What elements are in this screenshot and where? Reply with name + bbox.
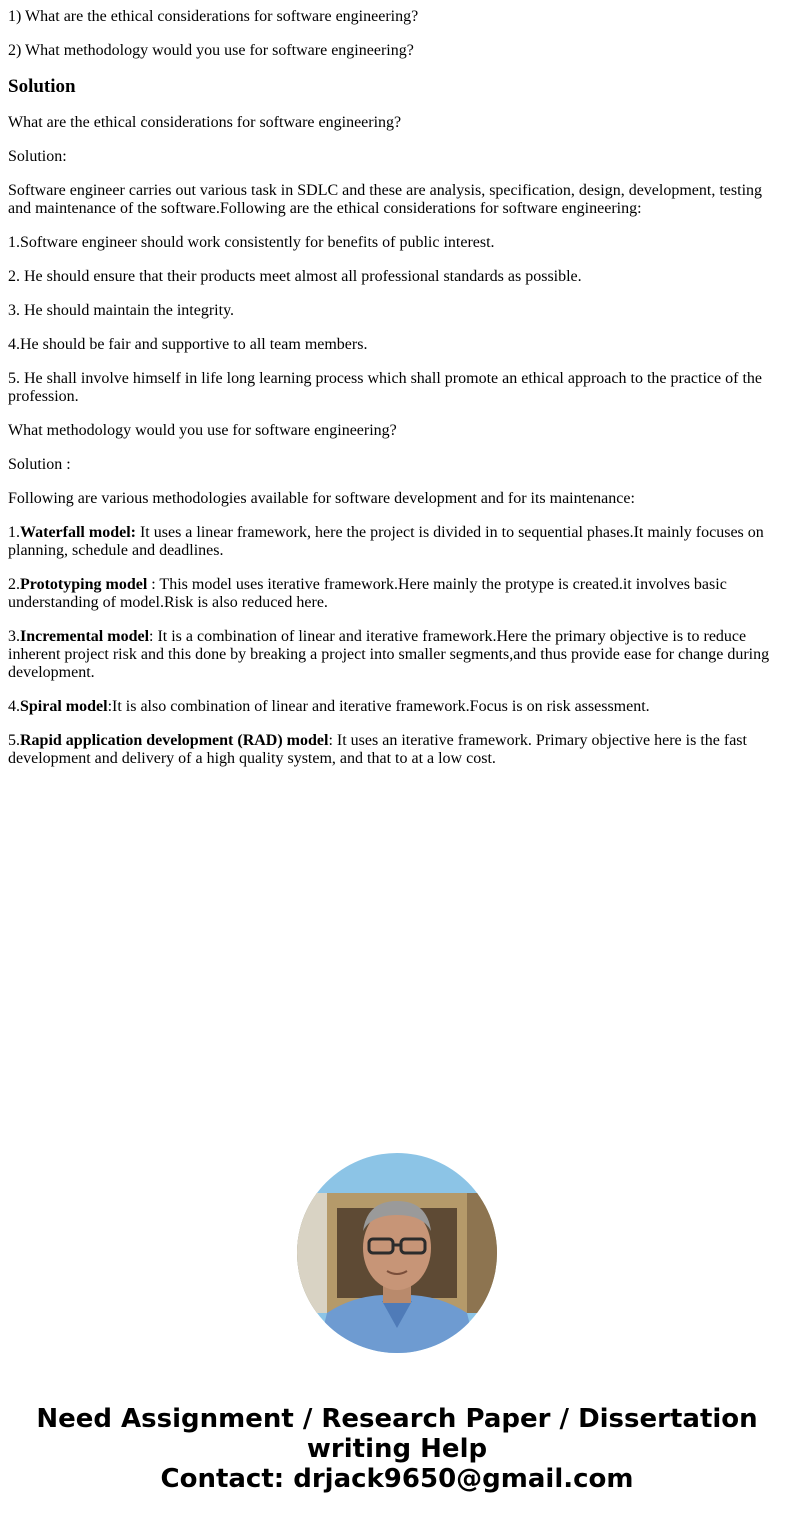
model-item-prototyping bbox=[8, 576, 786, 612]
question-2: 2) What methodology would you use for software engineering? bbox=[8, 42, 414, 59]
promo-footer bbox=[0, 1404, 794, 1494]
model-number: 3. bbox=[8, 628, 20, 645]
model-item-waterfall bbox=[8, 524, 786, 560]
model-name: Prototyping model bbox=[20, 576, 148, 593]
footer-line-1: Need Assignment / Research Paper / Dissertation bbox=[36, 1404, 758, 1434]
model-number: 2. bbox=[8, 576, 20, 593]
ethics-point-2: 2. He should ensure that their products meet almost all professional standards as possible. bbox=[8, 268, 582, 285]
model-description: : This model uses iterative framework.Here mainly the protype is created.it involves basic understanding of model.Risk is also reduced here. bbox=[8, 576, 727, 611]
model-item-spiral bbox=[8, 698, 786, 716]
part1-solution-label: Solution: bbox=[8, 148, 67, 165]
model-name: Incremental model bbox=[20, 628, 150, 645]
model-name: Rapid application development (RAD) model bbox=[20, 732, 329, 749]
footer-line-2: writing Help bbox=[306, 1434, 488, 1464]
ethics-point-1: 1.Software engineer should work consistently for benefits of public interest. bbox=[8, 234, 495, 251]
part1-intro: Software engineer carries out various task in SDLC and these are analysis, specification, design, development, testing and maintenance of the software.Following are the ethical considerations for software engineering: bbox=[8, 182, 763, 217]
model-number: 4. bbox=[8, 698, 20, 715]
model-number: 1. bbox=[8, 524, 20, 541]
person-portrait-icon bbox=[297, 1153, 497, 1353]
part1-question: What are the ethical considerations for software engineering? bbox=[8, 114, 402, 131]
ethics-point-5: 5. He shall involve himself in life long learning process which shall promote an ethical approach to the practice of the profession. bbox=[8, 370, 762, 405]
model-number: 5. bbox=[8, 732, 20, 749]
part2-intro: Following are various methodologies available for software development and for its maintenance: bbox=[8, 490, 635, 507]
model-description: It uses a linear framework, here the project is divided in to sequential phases.It mainly focuses on planning, schedule and deadlines. bbox=[8, 524, 764, 559]
part2-solution-label: Solution : bbox=[8, 456, 71, 473]
model-name: Waterfall model: bbox=[20, 524, 136, 541]
ethics-point-4: 4.He should be fair and supportive to all team members. bbox=[8, 336, 368, 353]
model-description: :It is also combination of linear and iterative framework.Focus is on risk assessment. bbox=[107, 698, 650, 715]
document-body bbox=[8, 8, 786, 784]
model-item-incremental bbox=[8, 628, 786, 682]
model-name: Spiral model bbox=[20, 698, 108, 715]
model-item-rad bbox=[8, 732, 786, 768]
model-description: : It uses an iterative framework. Primary objective here is the fast development and delivery of a high quality system, and that to at a low cost. bbox=[8, 732, 747, 767]
question-1: 1) What are the ethical considerations for software engineering? bbox=[8, 8, 419, 25]
model-description: : It is a combination of linear and iterative framework.Here the primary objective is to reduce inherent project risk and this done by breaking a project into smaller segments,and thus provide ease for change during development. bbox=[8, 628, 770, 681]
author-avatar bbox=[297, 1153, 497, 1353]
solution-heading: Solution bbox=[8, 76, 76, 97]
ethics-point-3: 3. He should maintain the integrity. bbox=[8, 302, 235, 319]
footer-contact: Contact: drjack9650@gmail.com bbox=[160, 1464, 634, 1494]
part2-question: What methodology would you use for software engineering? bbox=[8, 422, 397, 439]
